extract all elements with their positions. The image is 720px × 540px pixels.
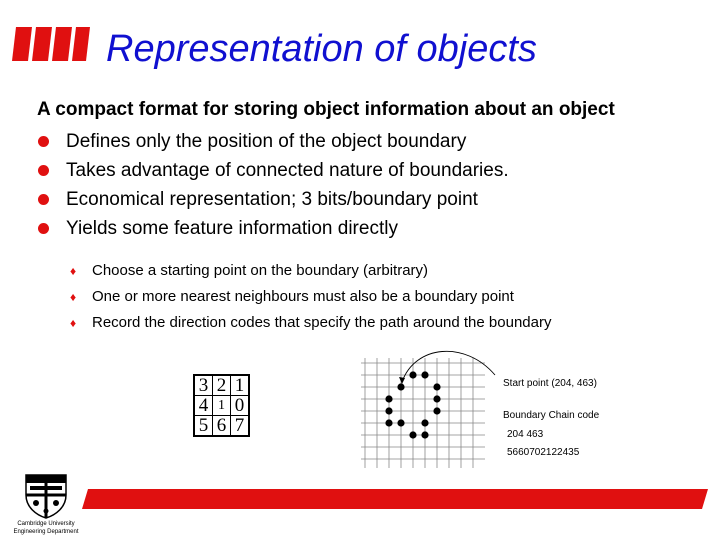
department-name: Engineering Department <box>13 529 79 535</box>
diamond-bullet-icon: ♦ <box>70 316 77 330</box>
direction-code-grid <box>193 374 250 437</box>
university-name: Cambridge University <box>17 521 75 527</box>
direction-code-cell: 0 <box>231 396 250 416</box>
direction-code-cell: 7 <box>231 416 250 437</box>
bullet-dot-icon <box>38 165 49 176</box>
start-point-label: Start point (204, 463) <box>503 378 597 389</box>
direction-code-cell: 5 <box>194 416 213 437</box>
direction-code-cell: 3 <box>194 375 213 396</box>
chain-start-value: 204 463 <box>507 429 544 440</box>
university-label <box>6 520 86 536</box>
bullet-text: Defines only the position of the object boundary <box>66 131 467 152</box>
bullet-text: Takes advantage of connected nature of boundaries. <box>66 160 509 181</box>
sub-bullet-text: One or more nearest neighbours must also be a boundary point <box>92 288 514 305</box>
university-crest-icon <box>20 473 72 519</box>
direction-code-cell: 6 <box>213 416 231 437</box>
sub-bullet-text: Record the direction codes that specify the path around the boundary <box>92 314 552 331</box>
bullet-dot-icon <box>38 223 49 234</box>
bullet-dot-icon <box>38 136 49 147</box>
chain-code-label: Boundary Chain code <box>503 410 600 421</box>
bullet-text: Economical representation; 3 bits/boundary point <box>66 189 478 210</box>
bullet-list <box>37 127 509 243</box>
list-item <box>70 310 551 336</box>
start-arrow <box>402 351 495 382</box>
boundary-chain-figure <box>355 340 715 470</box>
list-item <box>37 156 509 185</box>
logo-bars-icon <box>10 25 90 63</box>
bullet-text: Yields some feature information directly <box>66 218 398 239</box>
list-item <box>37 214 509 243</box>
list-item <box>70 258 551 284</box>
direction-code-cell: 4 <box>194 396 213 416</box>
page-title: Representation of objects <box>106 28 537 70</box>
sub-bullet-text: Choose a starting point on the boundary (arbitrary) <box>92 262 429 279</box>
direction-code-cell: 2 <box>213 375 231 396</box>
diamond-bullet-icon: ♦ <box>70 290 77 304</box>
direction-code-cell: 1 <box>231 375 250 396</box>
list-item <box>37 185 509 214</box>
sub-bullet-list <box>70 258 551 336</box>
chain-code-value: 5660702122435 <box>507 447 580 458</box>
list-item <box>70 284 551 310</box>
section-heading: A compact format for storing object information about an object <box>37 99 615 120</box>
direction-code-center: 1 <box>213 396 231 416</box>
bullet-dot-icon <box>38 194 49 205</box>
diamond-bullet-icon: ♦ <box>70 264 77 278</box>
footer-red-bar <box>80 489 708 509</box>
list-item <box>37 127 509 156</box>
